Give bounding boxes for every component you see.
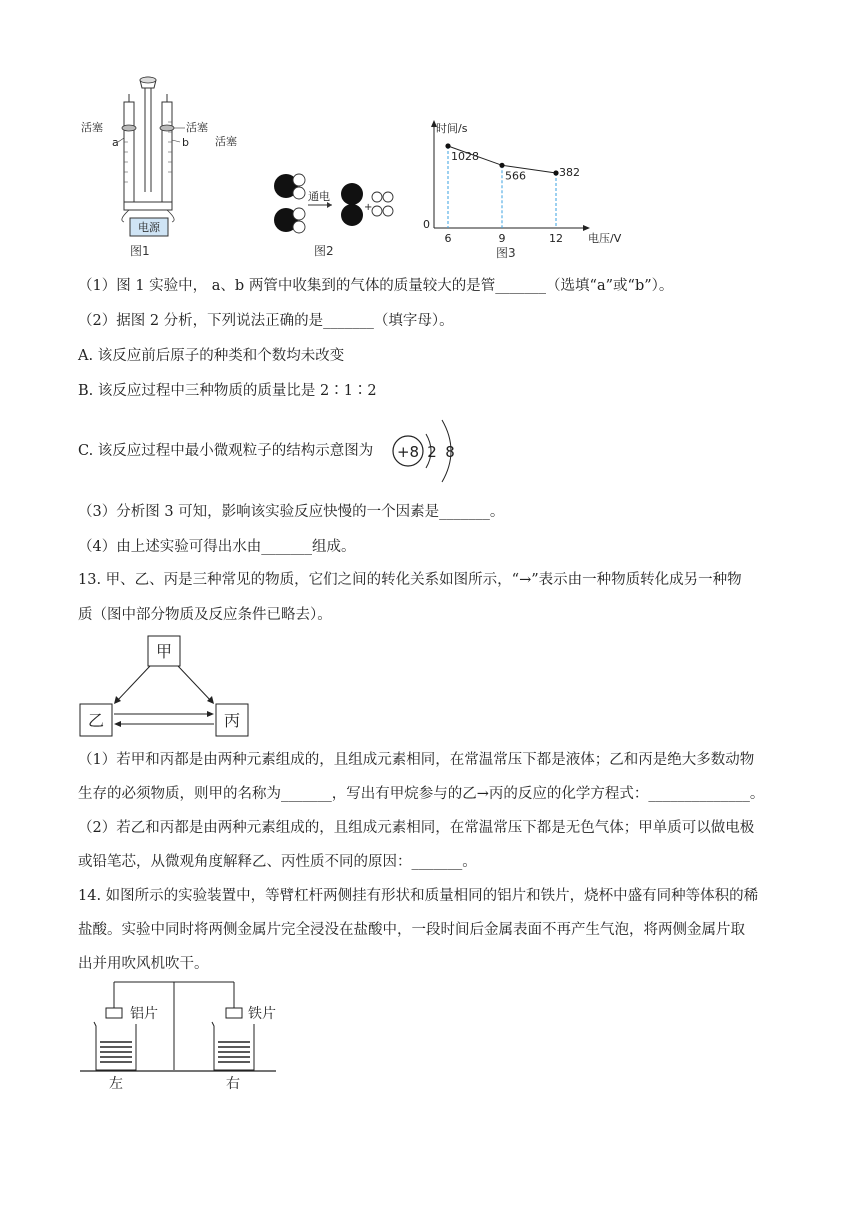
- q13-stem-line2: 质（图中部分物质及反应条件已略去）。: [78, 607, 332, 623]
- nucleus-charge: +8: [396, 443, 420, 461]
- x-axis-label: 电压/V: [588, 232, 622, 245]
- data-label: 382: [559, 166, 580, 179]
- power-label: 电源: [138, 221, 160, 234]
- data-point: [499, 163, 504, 168]
- left-beaker: [94, 1022, 136, 1070]
- q14-stem-line3: 出并用吹风机吹干。: [78, 956, 209, 972]
- water-molecule: [274, 208, 305, 233]
- oxygen-atom-structure-diagram: [386, 416, 466, 486]
- aluminum-plate: [106, 1008, 122, 1018]
- data-label: 566: [505, 169, 526, 183]
- q12-part4: （4）由上述实验可得出水由_______组成。: [78, 539, 356, 555]
- figure-2-caption: 图2: [314, 244, 334, 258]
- q13-part2-line2: 或铅笔芯，从微观角度解释乙、丙性质不同的原因：_______。: [78, 854, 477, 870]
- box-yi-label: 乙: [87, 711, 105, 730]
- iron-plate: [226, 1008, 242, 1018]
- stopcock-right-label: 活塞: [186, 121, 208, 134]
- q12-option-a: A. 该反应前后原子的种类和个数均未改变: [78, 348, 345, 364]
- q13-conversion-diagram: [78, 634, 258, 740]
- tube-b-label: b: [182, 136, 189, 149]
- arrow-jia-to-yi: [116, 666, 150, 702]
- plus-sign: +: [364, 202, 373, 213]
- q13-part1-line1: （1）若甲和丙都是由两种元素组成的，且组成元素相同，在常温常压下都是液体；乙和丙是绝大多数动物: [78, 752, 755, 768]
- data-point: [553, 170, 558, 175]
- water-molecule: [274, 174, 305, 199]
- left-label: 左: [109, 1076, 123, 1092]
- q12-part1: （1）图 1 实验中， a、b 两管中收集到的气体的质量较大的是管_______（选填“a”或“b”）。: [78, 278, 674, 294]
- iron-label: 铁片: [248, 1006, 276, 1022]
- x-tick-label: 9: [498, 232, 506, 245]
- y-axis-label: 时间/s: [436, 122, 468, 135]
- tube-a-label: a: [112, 136, 119, 149]
- q14-stem-line2: 盐酸。实验中同时将两侧金属片完全浸没在盐酸中，一段时间后金属表面不再产生气泡，将两侧金属片取: [78, 922, 745, 938]
- figure-1-caption: 图1: [130, 244, 150, 258]
- hydrogen-molecule: [372, 192, 393, 202]
- origin-label: 0: [423, 218, 430, 231]
- stopcock-right: [160, 125, 174, 131]
- data-point: [445, 143, 450, 148]
- q13-part1-line2: 生存的必须物质，则甲的名称为_______，写出有甲烷参与的乙→丙的反应的化学方程式：______________。: [78, 786, 765, 802]
- q13-stem-line1: 13. 甲、乙、丙是三种常见的物质，它们之间的转化关系如图所示，“→”表示由一种物质转化成另一种物: [78, 572, 742, 588]
- box-jia-label: 甲: [155, 642, 173, 661]
- q12-option-c: C. 该反应过程中最小微观粒子的结构示意图为: [78, 443, 374, 459]
- oxygen-molecule: [341, 183, 363, 226]
- q13-part2-line1: （2）若乙和丙都是由两种元素组成的，且组成元素相同，在常温常压下都是无色气体；甲单质可以做电极: [78, 820, 755, 836]
- shell-2-count: 8: [445, 443, 455, 461]
- reaction-condition: 通电: [308, 190, 330, 203]
- arrow-jia-to-bing: [178, 666, 212, 702]
- right-beaker: [212, 1022, 254, 1070]
- figure-3-chart: [418, 116, 648, 262]
- q12-option-b: B. 该反应过程中三种物质的质量比是 2∶1∶2: [78, 383, 377, 399]
- x-tick-label: 12: [549, 232, 563, 245]
- q14-stem-line1: 14. 如图所示的实验装置中，等臂杠杆两侧挂有形状和质量相同的铝片和铁片，烧杯中盛有同种等体积的稀: [78, 888, 759, 904]
- figure-2-molecule-model: [268, 168, 408, 262]
- box-bing-label: 丙: [223, 711, 241, 730]
- shell-1-count: 2: [427, 443, 437, 461]
- q14-lever-apparatus: [78, 980, 278, 1092]
- stopcock-left-label: 活塞: [81, 121, 103, 134]
- data-label: 1028: [451, 150, 479, 163]
- right-label: 右: [226, 1076, 240, 1092]
- stopcock-left: [122, 125, 136, 131]
- aluminum-label: 铝片: [130, 1006, 158, 1022]
- hydrogen-molecule: [372, 206, 393, 216]
- x-tick-label: 6: [444, 232, 452, 245]
- q12-part3: （3）分析图 3 可知，影响该实验反应快慢的一个因素是_______。: [78, 504, 505, 520]
- figure-1-electrolysis-apparatus: [78, 72, 248, 262]
- q12-part2: （2）据图 2 分析，下列说法正确的是_______（填字母）。: [78, 313, 454, 329]
- stopcock-right2-label: 活塞: [215, 135, 237, 148]
- figure-3-caption: 图3: [496, 246, 516, 260]
